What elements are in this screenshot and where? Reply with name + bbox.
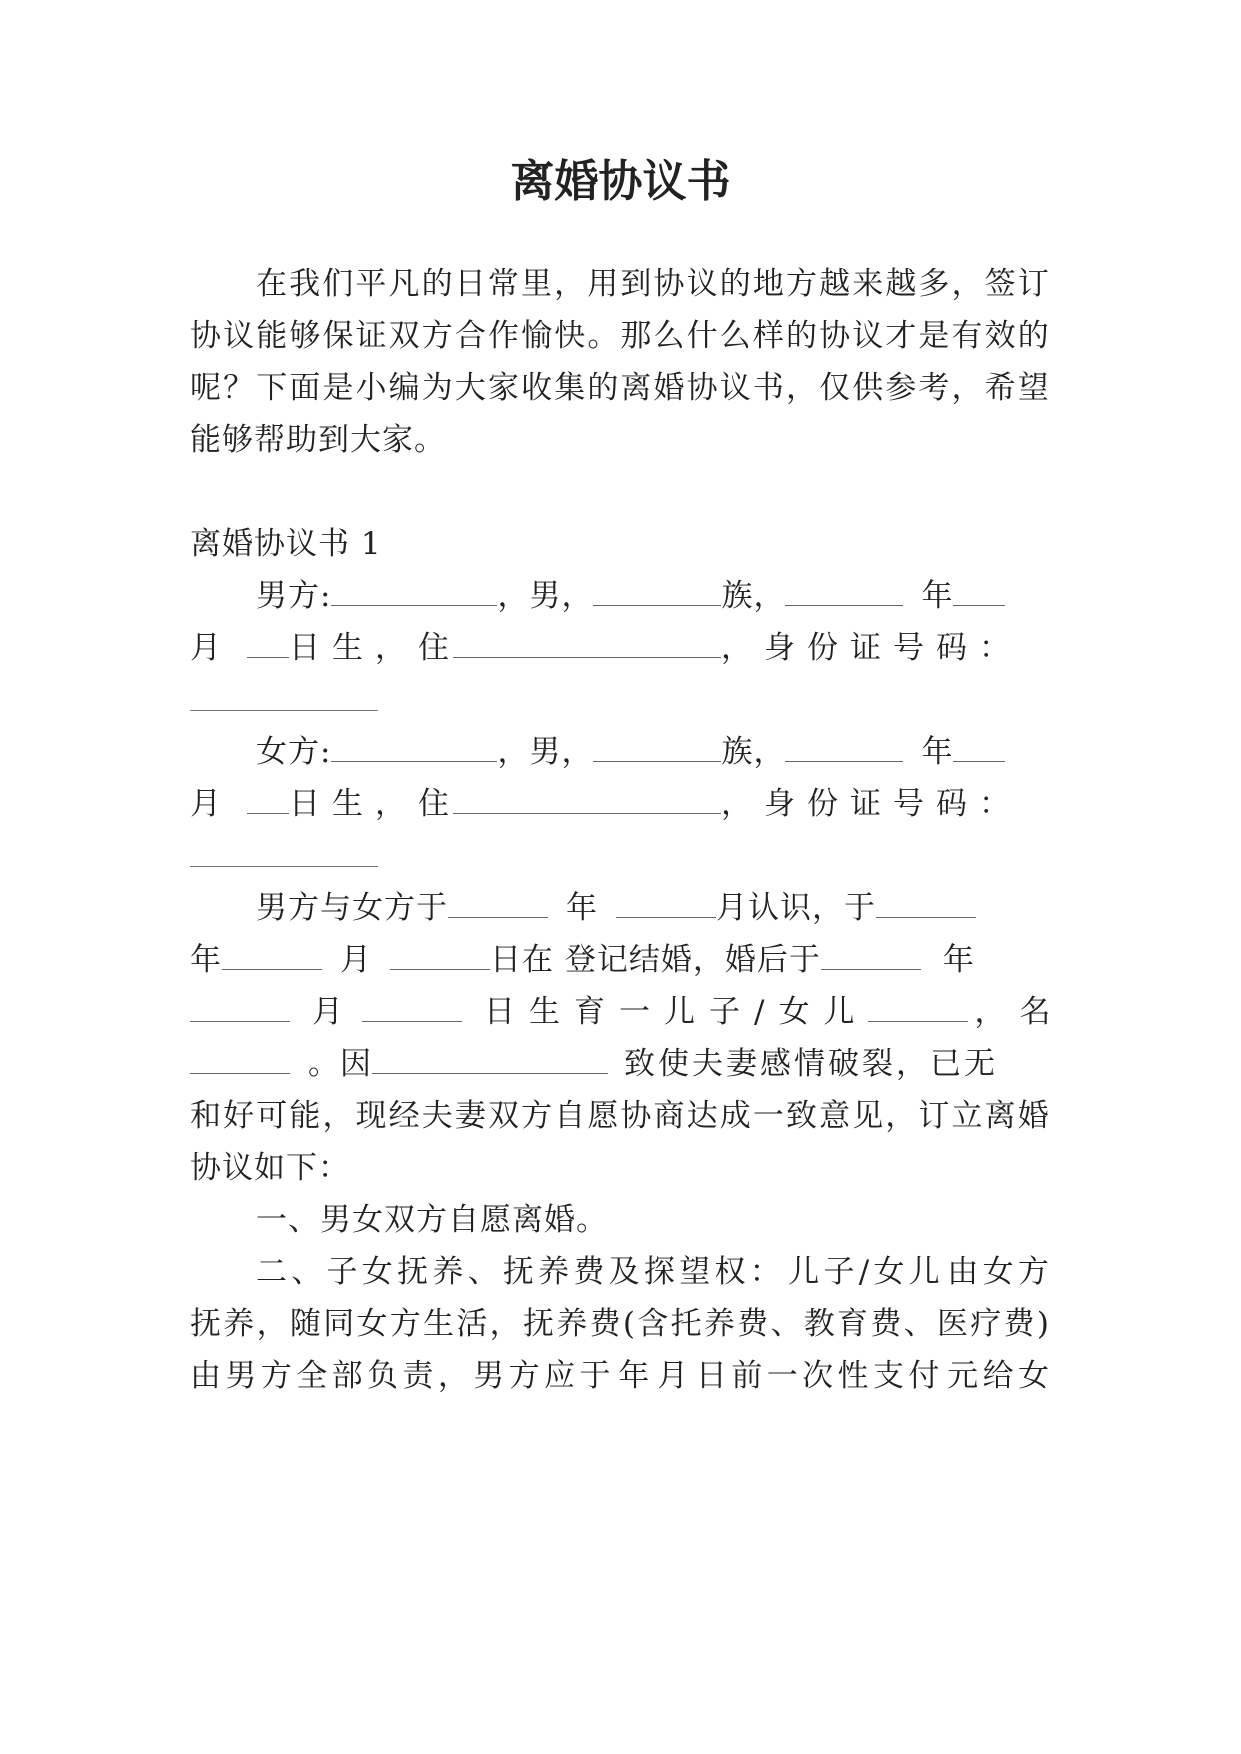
birth-year-blank[interactable] [821,941,921,970]
marriage-line-2 [190,938,1050,982]
marriage-text-3: 月认识，于 [716,890,876,926]
male-residence-text: 日生，住 [289,630,461,666]
female-year-blank[interactable] [785,733,903,762]
marriage-text-4: 年 [190,942,222,978]
marriage-line-3 [190,990,1065,1034]
document-title: 离婚协议书 [510,156,731,207]
female-line-1 [256,730,1050,774]
male-ethnicity-blank[interactable] [593,577,721,606]
female-address-blank[interactable] [453,785,721,814]
clause-2-line-1: 二 、 子 女 抚 养 、 抚 养 费 及 探 望 权 ： 儿 子 / 女 儿 由 女 方 [256,1254,1050,1290]
marriage-line-4 [190,1042,1050,1086]
section-heading: 离婚协议书 1 [190,526,382,562]
child-gender-blank[interactable] [868,993,968,1022]
female-ethnicity-text: 族， [721,734,786,770]
female-month-blank[interactable] [953,733,1005,762]
male-day-blank[interactable] [247,629,289,658]
intro-line-4: 能够帮助到大家。 [190,422,446,458]
male-label: 男方: [256,578,332,614]
female-gender-text: ，男， [497,734,594,770]
female-day-blank[interactable] [247,785,289,814]
marriage-text-2: 年 [566,890,598,926]
marriage-text-8: 月 [312,994,344,1030]
male-month-text: 月 [190,630,233,666]
female-year-text: 年 [921,734,954,770]
birth-day-blank[interactable] [362,993,462,1022]
birth-month-blank[interactable] [190,993,290,1022]
marriage-text-6: 日在 登记结婚，婚后于 [490,942,821,978]
register-year-blank[interactable] [876,889,976,918]
register-year-fill-blank[interactable] [222,941,322,970]
male-id-text: ，身份证号码： [721,630,1022,666]
marriage-text-7: 年 [942,942,975,978]
reason-blank[interactable] [372,1045,608,1074]
marriage-line-6: 协议如下： [190,1150,350,1186]
female-line-2 [190,782,1050,826]
male-month-blank[interactable] [953,577,1005,606]
male-line-1 [256,574,1050,618]
marriage-text-11: 。因 [308,1046,372,1082]
male-id-blank[interactable] [190,710,378,711]
meet-year-blank[interactable] [448,889,548,918]
intro-line-2: 协 议 能 够 保 证 双 方 合 作 愉 快 。 那 么 什 么 样 的 协 议 才 是 有 效 的 [190,318,1050,354]
male-line-2 [190,626,1050,670]
clause-2-line-3: 由 男 方 全 部 负 责 ， 男 方 应 于 年 月 日 前 一 次 性 支 付 元 给 女 [190,1358,1050,1394]
meet-month-blank[interactable] [616,889,716,918]
female-name-blank[interactable] [331,733,497,762]
clause-1: 一、男女双方自愿离婚。 [256,1202,608,1238]
marriage-line-1 [256,886,1050,930]
male-year-blank[interactable] [785,577,903,606]
child-name-blank[interactable] [190,1045,290,1074]
female-id-blank[interactable] [190,866,378,867]
male-ethnicity-text: 族， [721,578,786,614]
male-gender-text: ，男， [497,578,594,614]
marriage-text-9: 日生育一儿子/女儿 [484,994,869,1030]
female-id-text: ，身份证号码： [721,786,1022,822]
intro-line-3: 呢 ？ 下 面 是 小 编 为 大 家 收 集 的 离 婚 协 议 书 ， 仅 供 参 考 ， 希 望 [190,370,1050,406]
male-year-text: 年 [921,578,954,614]
marriage-text-12: 致使夫妻感情破裂，已无 [624,1046,998,1082]
male-address-blank[interactable] [453,629,721,658]
register-month-blank[interactable] [390,941,490,970]
male-name-blank[interactable] [331,577,497,606]
marriage-line-5: 和 好 可 能 ， 现 经 夫 妻 双 方 自 愿 协 商 达 成 一 致 意 见 ， 订 立 离 婚 [190,1098,1050,1134]
female-ethnicity-blank[interactable] [593,733,721,762]
female-residence-text: 日生，住 [289,786,461,822]
female-month-text: 月 [190,786,233,822]
marriage-text-1: 男方与女方于 [256,890,448,926]
clause-2-line-2: 抚 养 ， 随 同 女 方 生 活 ， 抚 养 费 ( 含 托 养 费 、 教 育 费 、 医 疗 费 ) [190,1306,1050,1342]
female-label: 女方: [256,734,332,770]
intro-line-1: 在 我 们 平 凡 的 日 常 里 ， 用 到 协 议 的 地 方 越 来 越 多 ， 签 订 [256,266,1050,302]
marriage-text-5: 月 [340,942,372,978]
marriage-text-10: ，名 [974,994,1065,1030]
